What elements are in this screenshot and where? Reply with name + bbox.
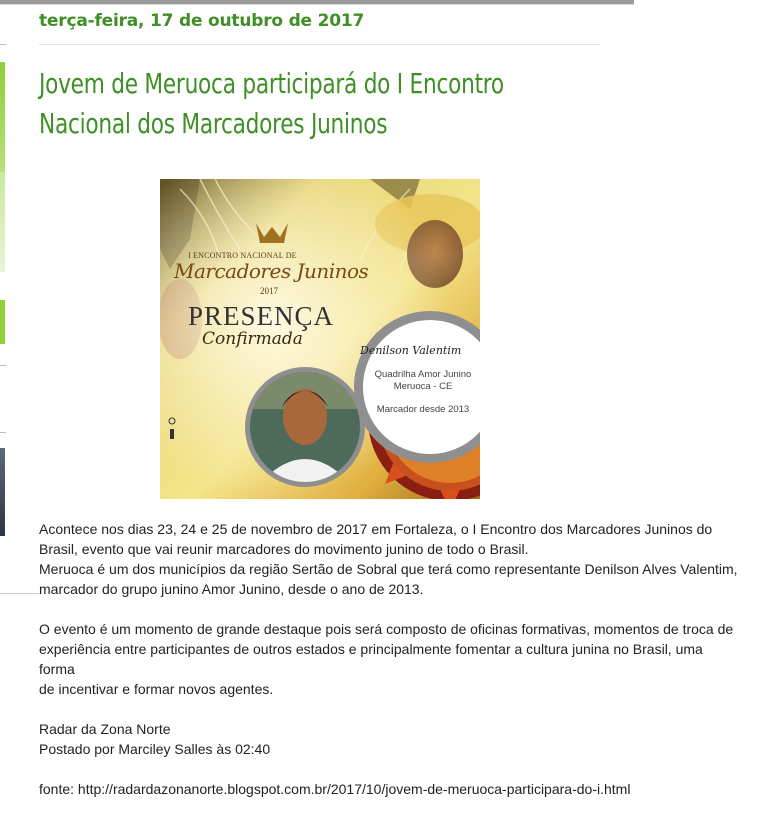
post-title-line[interactable]: Nacional dos Marcadores Juninos [39,107,388,140]
body-text: Acontece nos dias 23, 24 e 25 de novembro de 2017 em Fortaleza, o I Encontro dos Marcadores Juninos do [39,521,713,537]
post-body [39,519,739,799]
banner-group-name: Quadrilha Amor Junino [374,369,472,380]
body-text: de incentivar e formar novos agentes. [39,681,274,697]
event-banner-image[interactable] [160,179,480,499]
banner-group-city: Meruoca - CE [393,381,453,392]
source-link[interactable]: fonte: http://radardazonanorte.blogspot.com.br/2017/10/jovem-de-meruoca-participara-do-i.html [39,781,631,797]
body-text: Meruoca é um dos municípios da região Sertão de Sobral que terá como representante Denilson Alves Valentim, [39,561,738,577]
sidebar-accent [0,172,5,272]
date-divider [39,44,600,45]
source-name: Radar da Zona Norte [39,721,171,737]
body-text: experiência entre participantes de outros estados e principalmente fomentar a cultura junina no Brasil, uma forma [39,641,703,677]
body-text: O evento é um momento de grande destaque pois será composto de oficinas formativas, momentos de troca de [39,621,734,637]
banner-person-name: Denilson Valentim [360,344,462,357]
sidebar-accent [0,300,5,344]
sidebar-accent [0,62,5,172]
body-text: marcador do grupo junino Amor Junino, desde o ano de 2013. [39,581,424,597]
body-text: Brasil, evento que vai reunir marcadores do movimento junino de todo o Brasil. [39,541,529,557]
top-border-shadow [0,4,634,5]
post-title-line[interactable]: Jovem de Meruoca participará do I Encontro [39,67,504,100]
post-title[interactable] [39,64,504,144]
body-paragraph [39,619,739,699]
sidebar-divider [0,593,40,594]
banner-event-prefix: I ENCONTRO NACIONAL DE [188,251,297,260]
banner-presence: PRESENÇA [188,301,335,331]
banner-event-name: Marcadores Juninos [174,259,369,283]
sidebar-divider [0,432,6,433]
sidebar-thumbnail[interactable] [0,448,5,536]
body-paragraph [39,519,739,599]
banner-event-year: 2017 [260,286,278,296]
sidebar-divider [0,365,6,366]
post-date: terça-feira, 17 de outubro de 2017 [39,11,365,31]
banner-confirmed: Confirmada [202,329,303,349]
sidebar-divider [0,44,6,45]
banner-since: Marcador desde 2013 [376,404,470,415]
post-author-time: Postado por Marciley Salles às 02:40 [39,741,271,757]
